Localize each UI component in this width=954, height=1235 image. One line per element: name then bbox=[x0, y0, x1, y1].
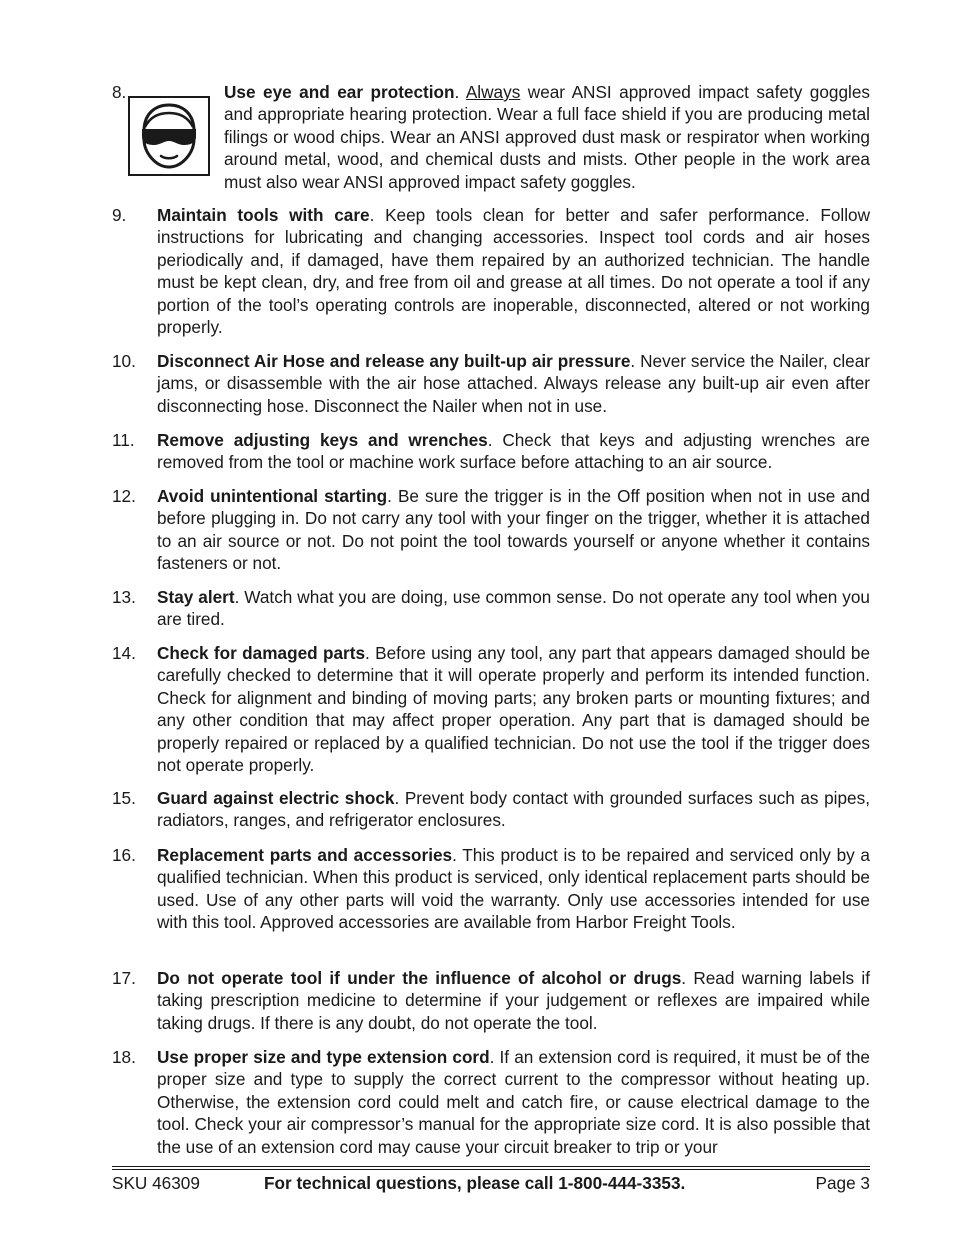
list-item-14 bbox=[112, 642, 870, 776]
footer-divider bbox=[112, 1166, 870, 1167]
list-item-11 bbox=[112, 429, 870, 474]
item-heading: Avoid unintentional starting bbox=[157, 486, 388, 506]
item-heading: Disconnect Air Hose and release any built-up air pressure bbox=[157, 351, 631, 371]
item-body bbox=[157, 350, 870, 417]
item-heading: Stay alert bbox=[157, 587, 235, 607]
item-heading: Do not operate tool if under the influence of alcohol or drugs bbox=[157, 968, 682, 988]
item-text: . Watch what you are doing, use common sense. Do not operate any tool when you are tired. bbox=[157, 587, 870, 630]
item-heading: Check for damaged parts bbox=[157, 643, 366, 663]
list-item-18 bbox=[112, 1046, 870, 1158]
item-heading: Remove adjusting keys and wrenches bbox=[157, 430, 488, 450]
list-item-16 bbox=[112, 844, 870, 934]
list-item-10 bbox=[112, 350, 870, 417]
item-body bbox=[157, 844, 870, 934]
item-number: 13. bbox=[112, 587, 136, 607]
item-number: 14. bbox=[112, 643, 136, 663]
item-text: . Be sure the trigger is in the Off position when not in use and before plugging in. Do not carry any tool with your finger on the trigger, whether it is attached to an air source or not. Do not point the tool towards yourself or anyone whether it contains fasteners or not. bbox=[157, 486, 870, 574]
underlined-word: Always bbox=[465, 82, 521, 102]
list-item-13 bbox=[112, 586, 870, 631]
list-item-17 bbox=[112, 967, 870, 1034]
item-number: 8. bbox=[112, 82, 127, 102]
item-body bbox=[157, 787, 870, 832]
list-item-8 bbox=[112, 81, 870, 193]
item-heading: Use proper size and type extension cord bbox=[157, 1047, 490, 1067]
item-body bbox=[157, 967, 870, 1034]
item-body bbox=[157, 1046, 870, 1158]
item-text: . Check that keys and adjusting wrenches are removed from the tool or machine work surface before attaching to an air source. bbox=[157, 430, 870, 473]
item-body bbox=[157, 429, 870, 474]
item-heading-punct: . bbox=[454, 82, 466, 102]
item-text: . Before using any tool, any part that appears damaged should be carefully checked to determine that it will operate properly and perform its intended function. Check for alignment and binding of moving parts; any broken parts or mounting fixtures; and any other condition that may affect proper operation. Any part that is damaged should be properly repaired or replaced by a qualified technician. Do not use the tool if the trigger does not operate properly. bbox=[157, 643, 871, 776]
tech-support-line: For technical questions, please call 1-800-444-3353. bbox=[264, 1173, 686, 1193]
item-number: 12. bbox=[112, 486, 136, 506]
safety-goggles-head-icon bbox=[128, 96, 210, 176]
item-heading: Guard against electric shock bbox=[157, 788, 395, 808]
item-body bbox=[157, 642, 870, 776]
item-body bbox=[224, 81, 870, 193]
item-body bbox=[157, 586, 870, 631]
item-heading: Replacement parts and accessories bbox=[157, 845, 453, 865]
item-number: 15. bbox=[112, 788, 136, 808]
item-number: 17. bbox=[112, 968, 136, 988]
item-number: 11. bbox=[112, 430, 135, 450]
page-number: Page 3 bbox=[815, 1173, 870, 1193]
item-body bbox=[157, 204, 870, 338]
item-text: . Keep tools clean for better and safer performance. Follow instructions for lubricating and changing accessories. Inspect tool cords and air hoses periodically and, if damaged, have them repaired by an authorized technician. The handle must be kept clean, dry, and free from oil and grease at all times. Do not operate a tool if any portion of the tool’s operating controls are inoperable, disconnected, altered or not working properly. bbox=[157, 205, 870, 338]
item-body bbox=[157, 485, 870, 575]
item-heading: Use eye and ear protection bbox=[224, 82, 455, 102]
item-text: . Prevent body contact with grounded surfaces such as pipes, radiators, ranges, and refrigerator enclosures. bbox=[157, 788, 870, 831]
list-item-12 bbox=[112, 485, 870, 575]
item-text: . Never service the Nailer, clear jams, or disassemble with the air hose attached. Always release any built-up air even after disconnecting hose. Disconnect the Nailer when not in use. bbox=[157, 351, 871, 416]
item-text: . If an extension cord is required, it must be of the proper size and type to supply the correct current to the compressor without heating up. Otherwise, the extension cord could melt and catch fire, or cause electrical damage to the tool. Check your air compressor’s manual for the appropriate size cord. It is also possible that the use of an extension cord may cause your circuit breaker to trip or your bbox=[157, 1047, 870, 1157]
sku-label: SKU 46309 bbox=[112, 1173, 200, 1193]
list-item-15 bbox=[112, 787, 870, 832]
item-text: . Read warning labels if taking prescription medicine to determine if your judgement or reflexes are impaired while taking drugs. If there is any doubt, do not operate the tool. bbox=[157, 968, 871, 1033]
item-number: 18. bbox=[112, 1047, 136, 1067]
item-heading: Maintain tools with care bbox=[157, 205, 370, 225]
item-text: . This product is to be repaired and serviced only by a qualified technician. When this product is serviced, only identical replacement parts should be used. Use of any other parts will void the warranty. Only use accessories intended for use with this tool. Approved accessories are available from Harbor Freight Tools. bbox=[157, 845, 870, 933]
footer-divider bbox=[112, 1169, 870, 1170]
list-item-9 bbox=[112, 204, 870, 338]
page-footer bbox=[112, 1172, 870, 1194]
item-number: 9. bbox=[112, 205, 127, 225]
goggles-face-icon bbox=[136, 101, 202, 171]
item-number: 10. bbox=[112, 351, 136, 371]
item-number: 16. bbox=[112, 845, 136, 865]
item-text: wear ANSI approved impact safety goggles and appropriate hearing protection. Wear a full face shield if you are producing metal filings or wood chips. Wear an ANSI approved dust mask or respirator when working around metal, wood, and chemical dusts and mists. Other people in the work area must also wear ANSI approved impact safety goggles. bbox=[224, 82, 870, 192]
